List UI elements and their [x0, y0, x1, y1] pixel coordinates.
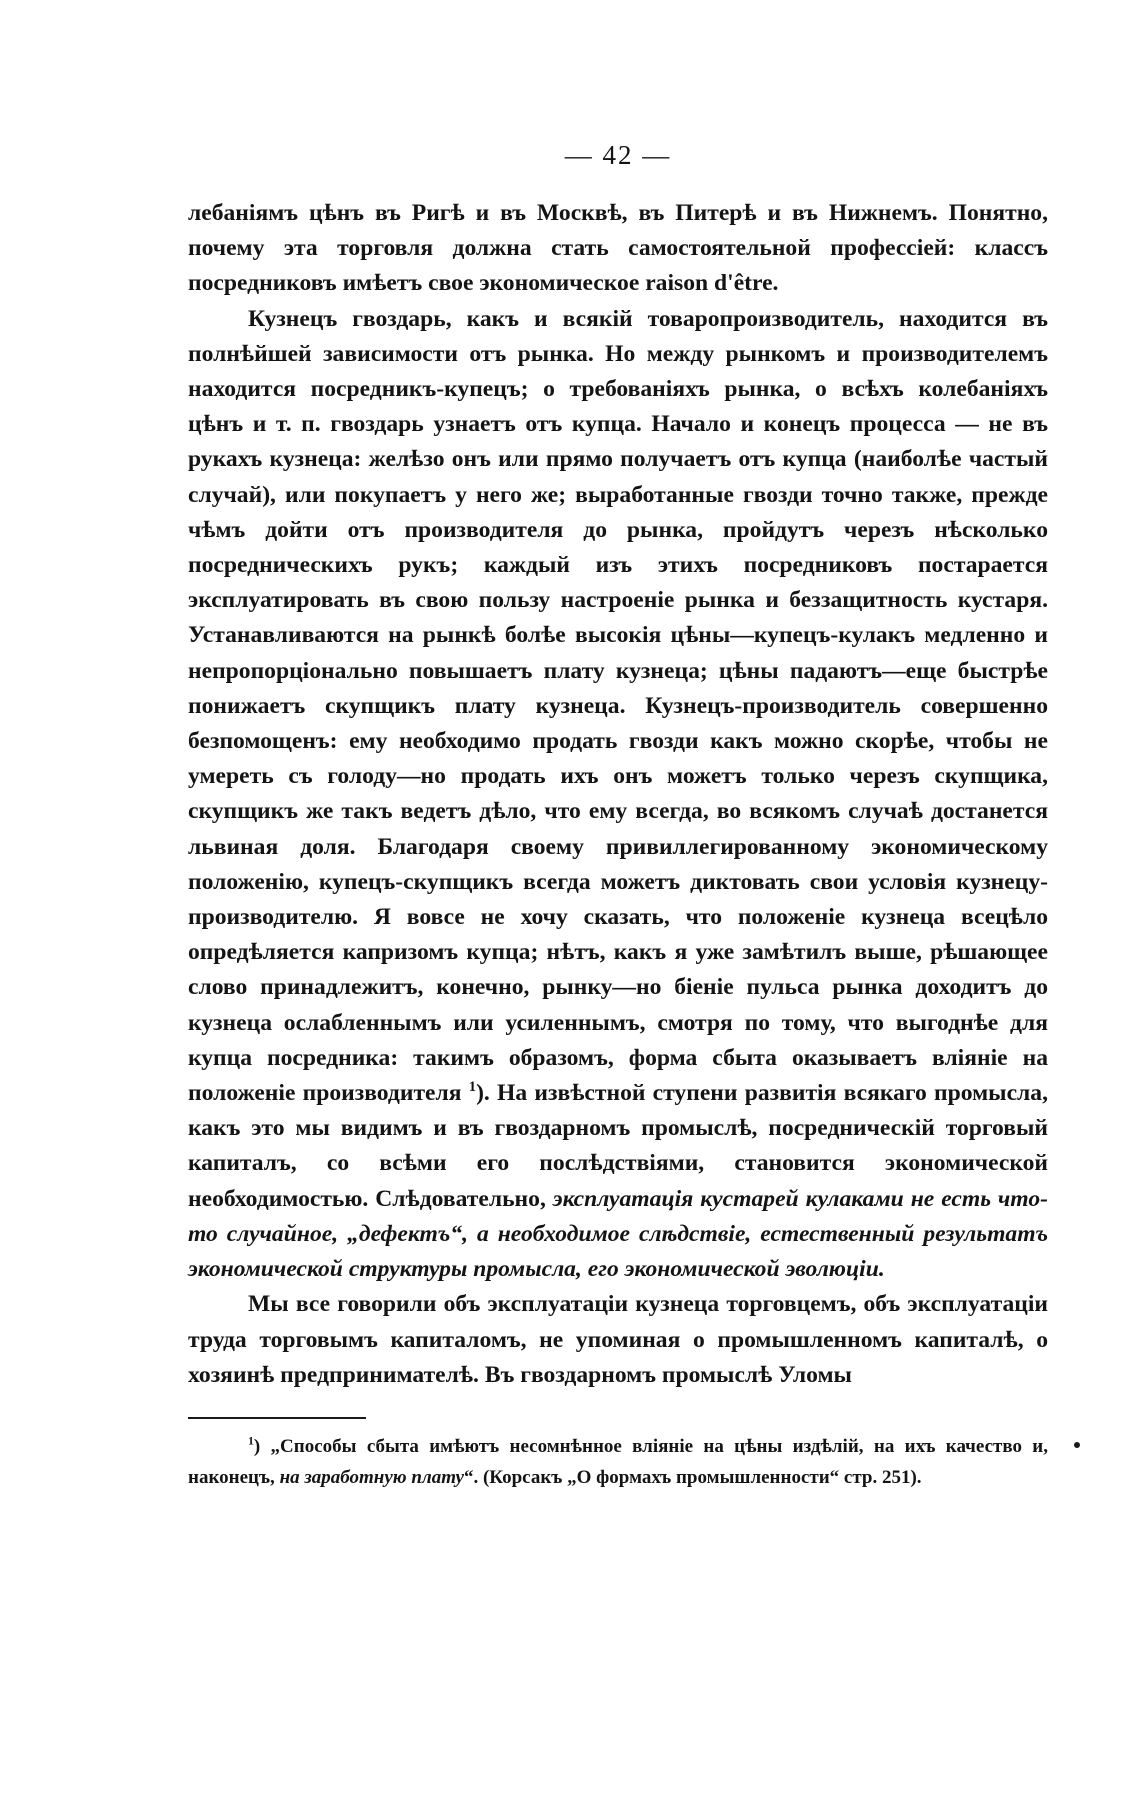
paragraph-3-text: Мы все говорили объ эксплуатаціи кузнеца торговцемъ, объ эксплуатаціи труда торговымъ капиталомъ, не упоминая о промышленномъ капиталѣ, о хозяинѣ предпринимателѣ. Въ гвоздарномъ промыслѣ Уломы: [188, 1291, 1048, 1388]
page-number: — 42 —: [564, 140, 672, 170]
footnote-marker: 1: [248, 1434, 254, 1448]
footnote-emphasis: на заработную плату: [279, 1466, 464, 1488]
paragraph-2-emphasis: эксплуатація кустарей кулаками не есть что-то случайное, „дефектъ“, а необходимое слѣдствіе, естественный результатъ экономической структуры промысла, его экономической эволюціи.: [188, 1185, 1049, 1283]
footnote: [188, 1431, 1048, 1493]
paragraph-1: [188, 196, 1048, 302]
footnote-text-b: “. (Корсакъ „О формахъ промышленности“ стр. 251).: [463, 1466, 922, 1488]
footnote-text-a: ) „Способы сбыта имѣютъ несомнѣнное вліяніе на цѣны издѣлій, на ихъ качество и, наконецъ,: [188, 1435, 1048, 1488]
footnote-divider: [188, 1417, 366, 1419]
paragraph-2-text-b: ). На извѣстной ступени развитія всякаго промысла, какъ это мы видимъ и въ гвоздарномъ промыслѣ, посредническій торговый капиталъ, со всѣми его послѣдствіями, становится экономической необходимостью. Слѣдовательно,: [188, 1080, 1048, 1212]
document-page: [188, 140, 1048, 1493]
body-text: [188, 196, 1048, 1393]
paragraph-2: [188, 302, 1048, 1288]
paragraph-1-text: лебаніямъ цѣнъ въ Ригѣ и въ Москвѣ, въ Питерѣ и въ Нижнемъ. Понятно, почему эта торговля должна стать самостоятельной профессіей: классъ посредниковъ имѣетъ свое экономическое raison d'être.: [188, 200, 1048, 297]
margin-dot-mark: [1074, 1442, 1080, 1448]
paragraph-3: [188, 1287, 1048, 1393]
paragraph-2-text-a: Кузнецъ гвоздарь, какъ и всякій товаропроизводитель, находится въ полнѣйшей зависимости отъ рынка. Но между рынкомъ и производителемъ находится посредникъ-купецъ; о требованіяхъ рынка, о всѣхъ колебаніяхъ цѣнъ и т. п. гвоздарь узнаетъ отъ купца. Начало и конецъ процесса — не въ рукахъ кузнеца: желѣзо онъ или прямо получаетъ отъ купца (наиболѣе частый случай), или покупаетъ у него же; выработанные гвозди точно также, прежде чѣмъ дойти отъ производителя до рынка, пройдутъ черезъ нѣсколько посредническихъ рукъ; каждый изъ этихъ посредниковъ постарается эксплуатировать въ свою пользу настроеніе рынка и беззащитность кустаря. Устанавливаются на рынкѣ болѣе высокія цѣны—купецъ-кулакъ медленно и непропорціонально повышаетъ плату кузнеца; цѣны падаютъ—еще быстрѣе понижаетъ скупщикъ плату кузнеца. Кузнецъ-производитель совершенно безпомощенъ: ему необходимо продать гвозди какъ можно скорѣе, чтобы не умереть съ голоду—но продать ихъ онъ можетъ только черезъ скупщика, скупщикъ же такъ ведетъ дѣло, что ему всегда, во всякомъ случаѣ достанется львиная доля. Благодаря своему привиллегированному экономическому положенію, купецъ-скупщикъ всегда можетъ диктовать свои условія кузнецу-производителю. Я вовсе не хочу сказать, что положеніе кузнеца всецѣло опредѣляется капризомъ купца; нѣтъ, какъ я уже замѣтилъ выше, рѣшающее слово принадлежитъ, конечно, рынку—но біеніе пульса рынка доходитъ до кузнеца ослабленнымъ или усиленнымъ, смотря по тому, что выгоднѣе для купца посредника: такимъ образомъ, форма сбыта оказываетъ вліяніе на положеніе производителя: [188, 305, 1048, 1107]
footnote-text: [188, 1431, 1048, 1493]
footnote-reference: 1: [468, 1079, 477, 1096]
